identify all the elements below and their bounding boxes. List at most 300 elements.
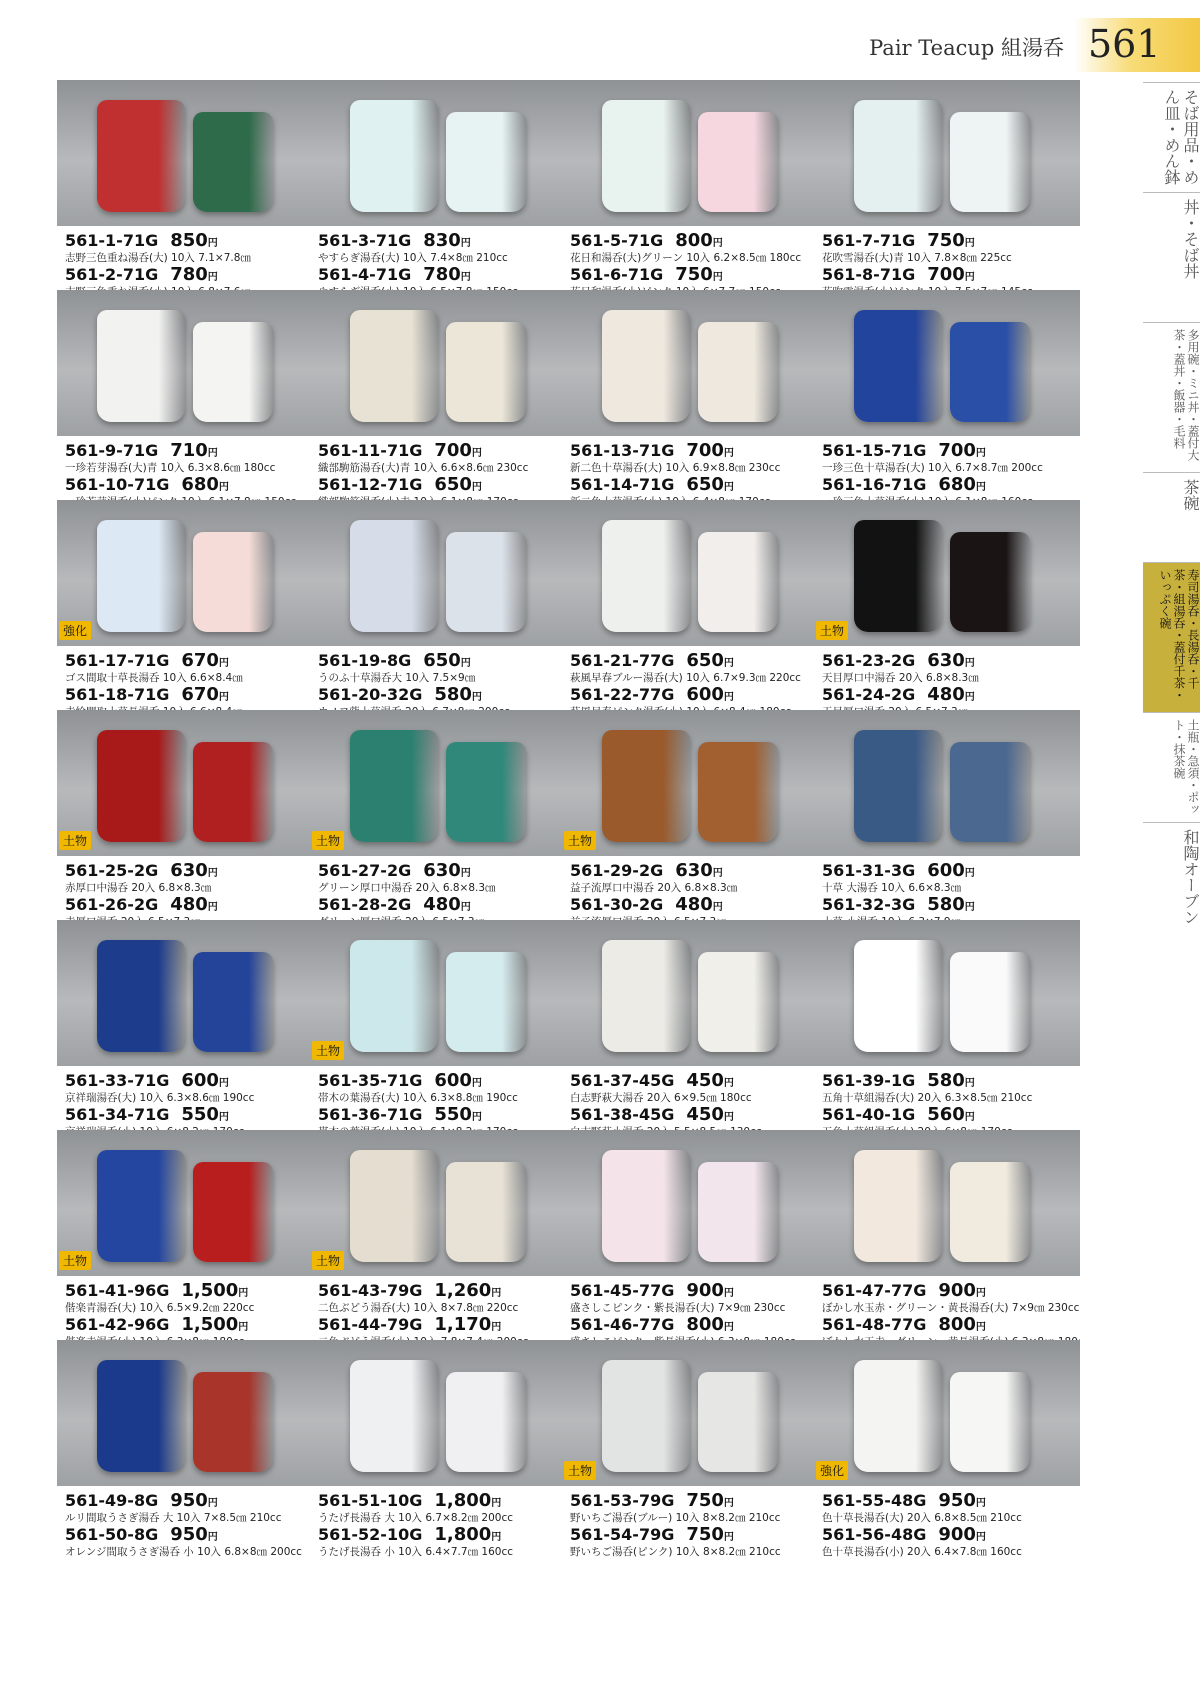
product-photo xyxy=(562,80,828,226)
product-price: 580 xyxy=(927,1070,965,1091)
product-price: 700 xyxy=(938,440,976,461)
large-cup-image xyxy=(350,310,438,422)
product-code: 561-45-77G xyxy=(570,1281,675,1300)
large-cup-image xyxy=(602,730,690,842)
product-card xyxy=(814,80,1080,308)
product-price: 630 xyxy=(423,860,461,881)
yen-unit: 円 xyxy=(491,1498,502,1509)
product-line xyxy=(822,650,1080,671)
product-line xyxy=(65,894,323,915)
yen-unit: 円 xyxy=(723,1112,734,1123)
yen-unit: 円 xyxy=(207,272,218,283)
yen-unit: 円 xyxy=(471,1112,482,1123)
product-code: 561-48-77G xyxy=(822,1315,927,1334)
product-photo xyxy=(310,500,576,646)
product-card xyxy=(562,290,828,518)
product-photo xyxy=(814,80,1080,226)
large-cup-image xyxy=(602,520,690,632)
product-line xyxy=(822,1104,1080,1125)
small-cup-image xyxy=(698,322,778,422)
product-price: 450 xyxy=(686,1104,724,1125)
product-price: 750 xyxy=(686,1524,724,1545)
large-cup-image xyxy=(602,1150,690,1262)
product-code: 561-40-1G xyxy=(822,1105,916,1124)
yen-unit: 円 xyxy=(723,448,734,459)
product-description: ルリ間取うさぎ湯呑 大 10入 7×8.5㎝ 210cc xyxy=(65,1512,282,1524)
small-cup-image xyxy=(446,532,526,632)
product-photo xyxy=(310,1340,576,1486)
small-cup-image xyxy=(698,112,778,212)
product-price: 950 xyxy=(938,1490,976,1511)
large-cup-image xyxy=(854,520,942,632)
product-code: 561-15-71G xyxy=(822,441,927,460)
material-badge: 土物 xyxy=(816,621,848,640)
product-line xyxy=(570,230,828,251)
product-line xyxy=(822,1524,1080,1545)
product-line xyxy=(570,1070,828,1091)
product-price: 1,500 xyxy=(181,1314,239,1335)
product-price: 750 xyxy=(686,1490,724,1511)
product-card xyxy=(310,500,576,728)
product-description: 益子流厚口中湯呑 20入 6.8×8.3㎝ xyxy=(570,882,738,894)
product-description: 新二色十草湯呑(大) 10入 6.9×8.8㎝ 230cc xyxy=(570,462,781,474)
large-cup-image xyxy=(854,100,942,212)
product-photo xyxy=(57,80,323,226)
product-card xyxy=(57,920,323,1148)
product-line xyxy=(318,860,576,881)
product-price: 1,800 xyxy=(434,1524,492,1545)
yen-unit: 円 xyxy=(723,1078,734,1089)
product-price: 650 xyxy=(423,650,461,671)
small-cup-image xyxy=(950,952,1030,1052)
large-cup-image xyxy=(854,940,942,1052)
yen-unit: 円 xyxy=(964,1078,975,1089)
product-line xyxy=(822,1314,1080,1335)
large-cup-image xyxy=(854,1150,942,1262)
product-photo xyxy=(562,1130,828,1276)
product-description: 色十草長湯呑(小) 20入 6.4×7.8㎝ 160cc xyxy=(822,1546,1022,1558)
product-description: 織部駒筋湯呑(大)青 10入 6.6×8.6㎝ 230cc xyxy=(318,462,529,474)
small-cup-image xyxy=(698,952,778,1052)
material-badge: 土物 xyxy=(59,831,91,850)
product-price: 680 xyxy=(938,474,976,495)
product-photo xyxy=(814,1130,1080,1276)
product-card xyxy=(562,920,828,1148)
yen-unit: 円 xyxy=(964,902,975,913)
sidebar-tab[interactable]: 丼・そば丼 xyxy=(1143,192,1200,322)
small-cup-image xyxy=(193,1372,273,1472)
product-description: 帯木の葉湯呑(大) 10入 6.3×8.8㎝ 190cc xyxy=(318,1092,518,1104)
product-line xyxy=(318,1070,576,1091)
product-price: 700 xyxy=(686,440,724,461)
product-photo xyxy=(57,1130,323,1276)
small-cup-image xyxy=(446,1162,526,1262)
yen-unit: 円 xyxy=(207,902,218,913)
product-card xyxy=(57,290,323,518)
product-line xyxy=(318,1314,576,1335)
product-description: 五角十草組湯呑(大) 20入 6.3×8.5㎝ 210cc xyxy=(822,1092,1033,1104)
small-cup-image xyxy=(950,112,1030,212)
yen-unit: 円 xyxy=(471,692,482,703)
product-card xyxy=(310,290,576,518)
yen-unit: 円 xyxy=(460,868,471,879)
yen-unit: 円 xyxy=(975,482,986,493)
yen-unit: 円 xyxy=(712,238,723,249)
yen-unit: 円 xyxy=(207,868,218,879)
product-price: 800 xyxy=(938,1314,976,1335)
product-line xyxy=(570,894,828,915)
product-line xyxy=(65,684,323,705)
product-description: 赤厚口中湯呑 20入 6.8×8.3㎝ xyxy=(65,882,212,894)
yen-unit: 円 xyxy=(218,692,229,703)
product-card xyxy=(562,1340,828,1568)
product-description: 花吹雪湯呑(大)青 10入 7.8×8㎝ 225cc xyxy=(822,252,1012,264)
material-badge: 土物 xyxy=(312,1041,344,1060)
yen-unit: 円 xyxy=(207,1498,218,1509)
product-line xyxy=(570,1104,828,1125)
product-code: 561-37-45G xyxy=(570,1071,675,1090)
product-photo xyxy=(57,290,323,436)
product-photo xyxy=(814,920,1080,1066)
product-code: 561-49-8G xyxy=(65,1491,159,1510)
sidebar-tab[interactable]: 寿司湯呑・長湯呑・千茶・組湯呑・蓋付千茶・いっぷく碗 xyxy=(1143,562,1200,712)
product-code: 561-41-96G xyxy=(65,1281,170,1300)
product-line xyxy=(318,1490,576,1511)
product-line xyxy=(822,1280,1080,1301)
product-line xyxy=(570,1524,828,1545)
small-cup-image xyxy=(193,952,273,1052)
product-photo xyxy=(310,80,576,226)
large-cup-image xyxy=(602,100,690,212)
product-price: 480 xyxy=(423,894,461,915)
product-code: 561-27-2G xyxy=(318,861,412,880)
product-price: 630 xyxy=(927,650,965,671)
small-cup-image xyxy=(446,742,526,842)
product-code: 561-29-2G xyxy=(570,861,664,880)
product-price: 900 xyxy=(938,1280,976,1301)
large-cup-image xyxy=(602,310,690,422)
product-price: 680 xyxy=(181,474,219,495)
product-code: 561-39-1G xyxy=(822,1071,916,1090)
large-cup-image xyxy=(97,310,185,422)
yen-unit: 円 xyxy=(975,1498,986,1509)
product-description: うたげ長湯呑 大 10入 6.7×8.2㎝ 200cc xyxy=(318,1512,513,1524)
material-badge: 土物 xyxy=(312,1251,344,1270)
product-code: 561-54-79G xyxy=(570,1525,675,1544)
product-card xyxy=(310,920,576,1148)
product-code: 561-7-71G xyxy=(822,231,916,250)
product-line xyxy=(318,264,576,285)
yen-unit: 円 xyxy=(964,868,975,879)
product-price: 600 xyxy=(927,860,965,881)
product-description: 京祥瑞湯呑(大) 10入 6.3×8.6㎝ 190cc xyxy=(65,1092,255,1104)
product-card xyxy=(57,80,323,308)
small-cup-image xyxy=(446,322,526,422)
product-code: 561-3-71G xyxy=(318,231,412,250)
large-cup-image xyxy=(350,1360,438,1472)
product-price: 900 xyxy=(938,1524,976,1545)
large-cup-image xyxy=(854,730,942,842)
product-line xyxy=(570,1280,828,1301)
product-card xyxy=(310,710,576,938)
product-price: 780 xyxy=(170,264,208,285)
product-code: 561-25-2G xyxy=(65,861,159,880)
yen-unit: 円 xyxy=(460,658,471,669)
yen-unit: 円 xyxy=(723,692,734,703)
large-cup-image xyxy=(350,730,438,842)
product-code: 561-33-71G xyxy=(65,1071,170,1090)
material-badge: 強化 xyxy=(59,621,91,640)
yen-unit: 円 xyxy=(964,692,975,703)
product-description: ゴス間取十草長湯呑 10入 6.6×8.4㎝ xyxy=(65,672,243,684)
product-price: 670 xyxy=(181,650,219,671)
product-line xyxy=(570,650,828,671)
product-line xyxy=(65,264,323,285)
product-code: 561-17-71G xyxy=(65,651,170,670)
product-code: 561-26-2G xyxy=(65,895,159,914)
product-line xyxy=(822,474,1080,495)
product-price: 480 xyxy=(927,684,965,705)
material-badge: 土物 xyxy=(564,831,596,850)
yen-unit: 円 xyxy=(712,868,723,879)
product-code: 561-53-79G xyxy=(570,1491,675,1510)
product-code: 561-4-71G xyxy=(318,265,412,284)
sidebar-tab[interactable]: 和陶オーブン xyxy=(1143,822,1200,972)
small-cup-image xyxy=(950,1162,1030,1262)
yen-unit: 円 xyxy=(218,1078,229,1089)
product-card xyxy=(814,500,1080,728)
product-price: 560 xyxy=(927,1104,965,1125)
product-description: グリーン厚口中湯呑 20入 6.8×8.3㎝ xyxy=(318,882,496,894)
yen-unit: 円 xyxy=(723,482,734,493)
product-line xyxy=(570,264,828,285)
product-line xyxy=(570,440,828,461)
product-code: 561-5-71G xyxy=(570,231,664,250)
product-card xyxy=(814,710,1080,938)
product-price: 830 xyxy=(423,230,461,251)
product-price: 580 xyxy=(434,684,472,705)
small-cup-image xyxy=(698,532,778,632)
product-photo xyxy=(562,920,828,1066)
product-line xyxy=(65,1070,323,1091)
product-description: 志野三色重ね湯呑(大) 10入 7.1×7.8㎝ xyxy=(65,252,251,264)
page-header xyxy=(0,0,1200,75)
product-line xyxy=(822,440,1080,461)
product-line xyxy=(570,684,828,705)
product-price: 580 xyxy=(927,894,965,915)
page-number: 561 xyxy=(1088,22,1161,66)
product-line xyxy=(318,684,576,705)
product-line xyxy=(65,1314,323,1335)
yen-unit: 円 xyxy=(218,658,229,669)
large-cup-image xyxy=(97,1360,185,1472)
product-description: 一珍若芽湯呑(大)青 10入 6.3×8.6㎝ 180cc xyxy=(65,462,276,474)
product-card xyxy=(814,1130,1080,1358)
product-code: 561-6-71G xyxy=(570,265,664,284)
product-code: 561-56-48G xyxy=(822,1525,927,1544)
small-cup-image xyxy=(193,112,273,212)
yen-unit: 円 xyxy=(491,1288,502,1299)
product-photo xyxy=(562,500,828,646)
product-line xyxy=(65,650,323,671)
yen-unit: 円 xyxy=(975,448,986,459)
product-price: 950 xyxy=(170,1490,208,1511)
product-line xyxy=(318,650,576,671)
product-code: 561-47-77G xyxy=(822,1281,927,1300)
yen-unit: 円 xyxy=(471,482,482,493)
large-cup-image xyxy=(350,100,438,212)
product-price: 1,500 xyxy=(181,1280,239,1301)
product-price: 630 xyxy=(675,860,713,881)
sidebar-tab[interactable]: 多用碗・ミニ丼・蓋付大茶・蓋丼・飯器・毛料 xyxy=(1143,322,1200,472)
product-price: 900 xyxy=(686,1280,724,1301)
product-description: 白志野萩大湯呑 20入 6×9.5㎝ 180cc xyxy=(570,1092,752,1104)
yen-unit: 円 xyxy=(460,902,471,913)
yen-unit: 円 xyxy=(964,1112,975,1123)
sidebar-tab[interactable]: 茶碗 xyxy=(1143,472,1200,562)
large-cup-image xyxy=(97,520,185,632)
small-cup-image xyxy=(950,742,1030,842)
large-cup-image xyxy=(97,1150,185,1262)
product-photo xyxy=(562,290,828,436)
yen-unit: 円 xyxy=(712,272,723,283)
product-price: 950 xyxy=(170,1524,208,1545)
product-description: オレンジ間取うさぎ湯呑 小 10入 6.8×8㎝ 200cc xyxy=(65,1546,302,1558)
yen-unit: 円 xyxy=(491,1532,502,1543)
product-description: 花日和湯呑(大)グリーン 10入 6.2×8.5㎝ 180cc xyxy=(570,252,802,264)
large-cup-image xyxy=(350,1150,438,1262)
product-price: 480 xyxy=(170,894,208,915)
small-cup-image xyxy=(446,112,526,212)
yen-unit: 円 xyxy=(218,1112,229,1123)
product-description: 色十草長湯呑(大) 20入 6.8×8.5㎝ 210cc xyxy=(822,1512,1022,1524)
large-cup-image xyxy=(97,940,185,1052)
product-line xyxy=(822,860,1080,881)
small-cup-image xyxy=(193,742,273,842)
product-line xyxy=(822,1070,1080,1091)
product-price: 650 xyxy=(686,474,724,495)
material-badge: 強化 xyxy=(816,1461,848,1480)
large-cup-image xyxy=(350,940,438,1052)
product-photo xyxy=(310,1130,576,1276)
product-line xyxy=(318,230,576,251)
product-code: 561-46-77G xyxy=(570,1315,675,1334)
yen-unit: 円 xyxy=(723,1532,734,1543)
large-cup-image xyxy=(350,520,438,632)
product-code: 561-2-71G xyxy=(65,265,159,284)
product-code: 561-19-8G xyxy=(318,651,412,670)
product-price: 550 xyxy=(181,1104,219,1125)
large-cup-image xyxy=(602,1360,690,1472)
product-line xyxy=(822,894,1080,915)
product-photo xyxy=(814,290,1080,436)
product-description: 天目厚口中湯呑 20入 6.8×8.3㎝ xyxy=(822,672,979,684)
product-line xyxy=(65,1490,323,1511)
product-photo xyxy=(562,710,828,856)
product-code: 561-38-45G xyxy=(570,1105,675,1124)
product-card xyxy=(562,1130,828,1358)
product-photo xyxy=(310,290,576,436)
large-cup-image xyxy=(854,310,942,422)
product-code: 561-12-71G xyxy=(318,475,423,494)
product-price: 800 xyxy=(686,1314,724,1335)
product-price: 850 xyxy=(170,230,208,251)
page-number-box xyxy=(1074,18,1200,72)
small-cup-image xyxy=(950,322,1030,422)
large-cup-image xyxy=(854,1360,942,1472)
product-price: 550 xyxy=(434,1104,472,1125)
product-card xyxy=(310,80,576,308)
large-cup-image xyxy=(97,100,185,212)
sidebar-tab[interactable]: 土瓶・急須・ポット・抹茶碗 xyxy=(1143,712,1200,822)
product-price: 630 xyxy=(170,860,208,881)
product-description: 野いちご湯呑(ピンク) 10入 8×8.2㎝ 210cc xyxy=(570,1546,781,1558)
yen-unit: 円 xyxy=(207,448,218,459)
product-price: 750 xyxy=(927,230,965,251)
product-line xyxy=(822,684,1080,705)
product-code: 561-42-96G xyxy=(65,1315,170,1334)
product-card xyxy=(57,1340,323,1568)
yen-unit: 円 xyxy=(723,1322,734,1333)
small-cup-image xyxy=(950,532,1030,632)
product-description: 二色ぶどう湯呑(大) 10入 8×7.8㎝ 220cc xyxy=(318,1302,519,1314)
yen-unit: 円 xyxy=(207,238,218,249)
small-cup-image xyxy=(698,1372,778,1472)
yen-unit: 円 xyxy=(471,1078,482,1089)
small-cup-image xyxy=(446,1372,526,1472)
product-description: やすらぎ湯呑(大) 10入 7.4×8㎝ 210cc xyxy=(318,252,508,264)
product-price: 1,800 xyxy=(434,1490,492,1511)
product-price: 450 xyxy=(686,1070,724,1091)
product-code: 561-32-3G xyxy=(822,895,916,914)
small-cup-image xyxy=(193,1162,273,1262)
product-price: 1,170 xyxy=(434,1314,492,1335)
product-price: 700 xyxy=(434,440,472,461)
sidebar-tab[interactable]: そば用品・めん皿・めん鉢 xyxy=(1143,82,1200,192)
product-code: 561-43-79G xyxy=(318,1281,423,1300)
yen-unit: 円 xyxy=(723,658,734,669)
material-badge: 土物 xyxy=(59,1251,91,1270)
product-code: 561-31-3G xyxy=(822,861,916,880)
product-code: 561-50-8G xyxy=(65,1525,159,1544)
product-code: 561-30-2G xyxy=(570,895,664,914)
product-photo xyxy=(814,710,1080,856)
product-code: 561-28-2G xyxy=(318,895,412,914)
material-badge: 土物 xyxy=(312,831,344,850)
product-code: 561-9-71G xyxy=(65,441,159,460)
product-card xyxy=(562,500,828,728)
product-price: 710 xyxy=(170,440,208,461)
small-cup-image xyxy=(193,322,273,422)
product-line xyxy=(570,860,828,881)
yen-unit: 円 xyxy=(964,238,975,249)
product-photo xyxy=(310,920,576,1066)
small-cup-image xyxy=(446,952,526,1052)
small-cup-image xyxy=(698,742,778,842)
product-photo xyxy=(57,710,323,856)
yen-unit: 円 xyxy=(491,1322,502,1333)
product-description: 萩風早春ブルー湯呑(大) 10入 6.7×9.3㎝ 220cc xyxy=(570,672,801,684)
product-line xyxy=(318,1280,576,1301)
yen-unit: 円 xyxy=(975,1532,986,1543)
product-description: 十草 大湯呑 10入 6.6×8.3㎝ xyxy=(822,882,962,894)
product-code: 561-23-2G xyxy=(822,651,916,670)
product-code: 561-35-71G xyxy=(318,1071,423,1090)
product-description: うたげ長湯呑 小 10入 6.4×7.7㎝ 160cc xyxy=(318,1546,513,1558)
product-code: 561-18-71G xyxy=(65,685,170,704)
yen-unit: 円 xyxy=(238,1322,249,1333)
product-price: 600 xyxy=(181,1070,219,1091)
